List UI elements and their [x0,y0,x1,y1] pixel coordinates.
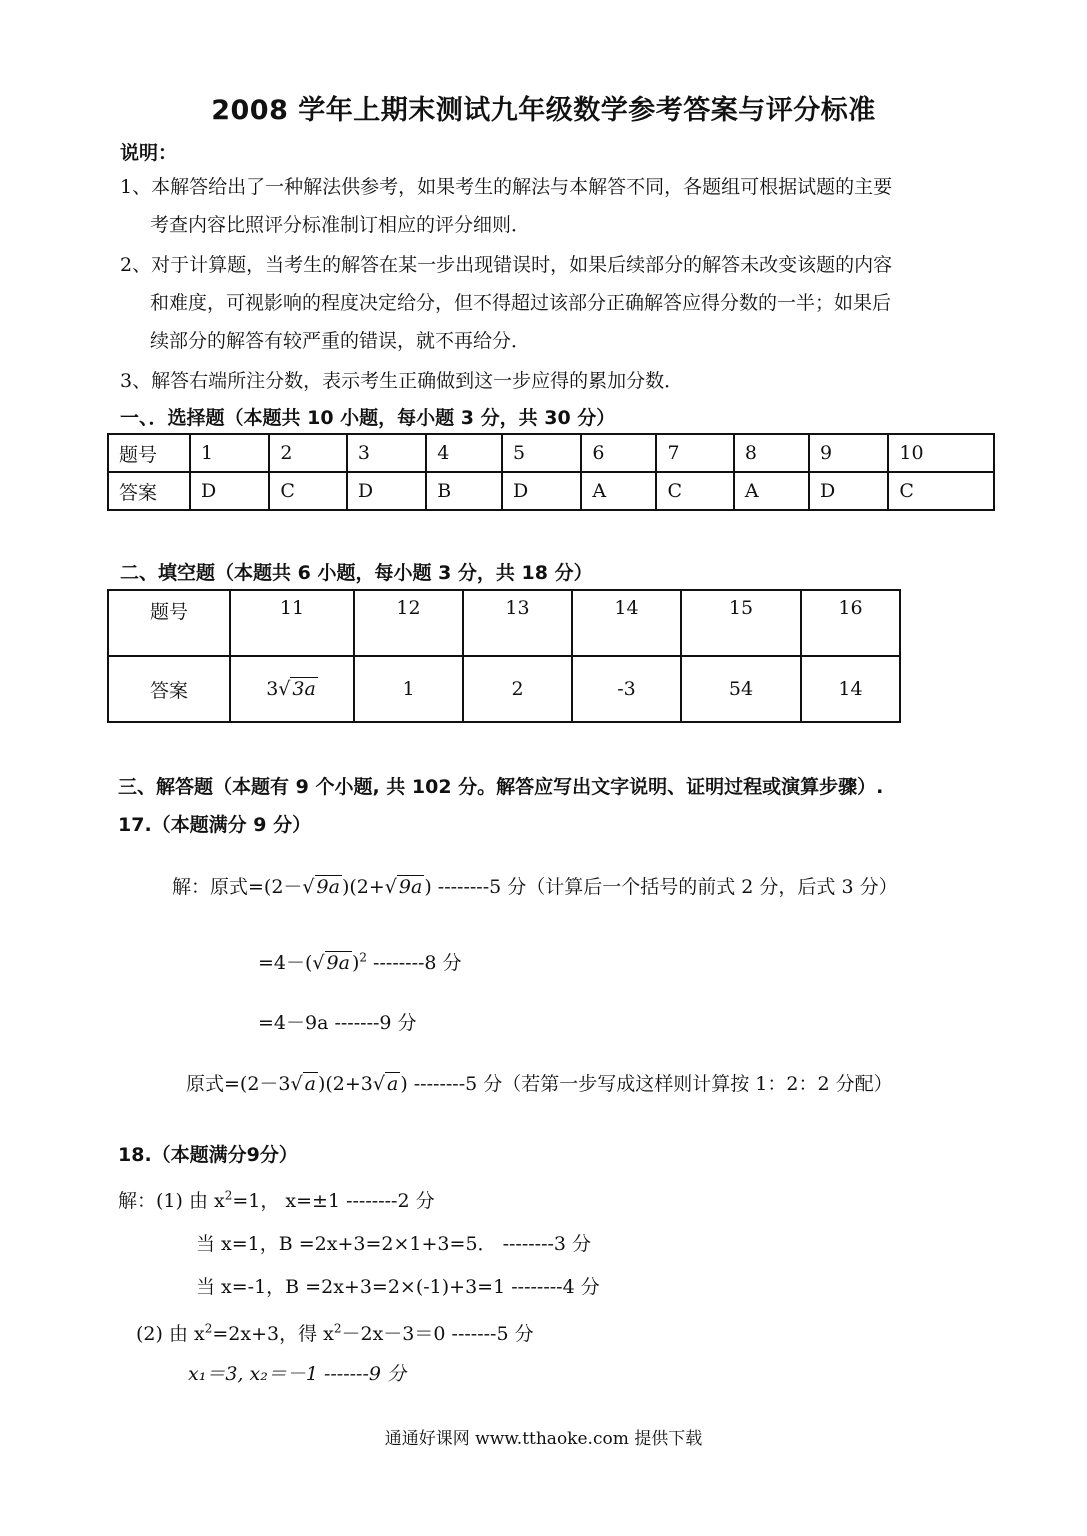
q17-l1-prefix: 解：原式=(2－ [172,876,303,898]
q17-l2-prefix: =4－( [258,952,313,974]
table-cell: 3 [347,434,426,472]
table-cell: C [656,472,733,510]
table-cell: D [502,472,581,510]
q17-line-4 [186,1069,893,1096]
table-cell: 10 [888,434,994,472]
note-2-line-2: 和难度，可视影响的程度决定给分，但不得超过该部分正确解答应得分数的一半；如果后 [150,292,892,314]
table-cell: D [809,472,888,510]
q17-l1-suffix: ) --------5 分（计算后一个括号的前式 2 分，后式 3 分） [424,876,898,898]
table-cell: 9 [809,434,888,472]
q17-l1-radicand-1: 9a [316,876,340,898]
table-cell: 15 [681,590,801,656]
q18-l1-a: 解：(1) 由 x [118,1190,225,1212]
table-row [108,590,900,656]
radical-icon: √ [384,876,397,898]
table-cell [230,656,354,722]
answer-11-coef: 3 [266,678,279,700]
table-cell: A [581,472,656,510]
section2-heading: 二、填空题（本题共 6 小题，每小题 3 分，共 18 分） [120,562,593,584]
table-cell: C [269,472,346,510]
table-cell: D [190,472,269,510]
table-cell: 16 [801,590,900,656]
q18-line-4 [136,1319,534,1346]
section3-heading: 三、解答题（本题有 9 个小题, 共 102 分。解答应写出文字说明、证明过程或演算步骤）. [118,776,884,798]
q17-line-1 [172,872,898,899]
q18-line-5: x₁＝3, x₂＝－1 -------9 分 [188,1363,407,1385]
table-cell: C [888,472,994,510]
q18-line-3: 当 x=-1，B =2x+3=2×(-1)+3=1 --------4 分 [196,1276,600,1298]
q17-l4-mid: )(2+3 [317,1073,373,1095]
q17-l2-radicand: 9a [326,952,350,974]
q18-l4-b: =2x+3，得 x [212,1323,334,1345]
q18-l1-exponent: 2 [224,1188,233,1203]
table-cell: B [426,472,502,510]
q17-line-3: =4－9a -------9 分 [258,1012,417,1034]
page-footer: 通通好课网 www.tthaoke.com 提供下载 [384,1429,703,1449]
notes-heading: 说明： [120,142,178,164]
note-2-line-1: 2、对于计算题，当考生的解答在某一步出现错误时，如果后续部分的解答未改变该题的内容 [120,254,893,276]
table-cell: -3 [572,656,681,722]
q17-l4-prefix: 原式=(2－3 [186,1073,291,1095]
q17-l2-exponent: 2 [359,950,368,965]
q18-l4-c: －2x－3＝0 -------5 分 [341,1323,534,1345]
q17-l1-mid: )(2+ [341,876,385,898]
table-cell: 7 [656,434,733,472]
note-1-line-2: 考查内容比照评分标准制订相应的评分细则． [150,214,531,236]
q18-l1-b: =1， x=±1 --------2 分 [232,1190,435,1212]
q18-l4-a: (2) 由 x [136,1323,205,1345]
note-1-line-1: 1、本解答给出了一种解法供参考，如果考生的解法与本解答不同，各题组可根据试题的主要 [120,176,893,198]
radical-icon: √ [372,1073,385,1095]
note-2-line-3: 续部分的解答有较严重的错误，就不再给分． [150,330,531,352]
table-cell: 题号 [108,434,190,472]
table-cell: 4 [426,434,502,472]
choice-answer-table [107,433,995,511]
table-cell: 5 [502,434,581,472]
table-row [108,434,994,472]
q18-line-1 [118,1186,435,1213]
q18-heading: 18.（本题满分9分） [118,1144,298,1166]
table-cell: 答案 [108,472,190,510]
table-cell: 54 [681,656,801,722]
table-cell: 答案 [108,656,230,722]
table-row [108,656,900,722]
q17-l4-radicand-1: a [304,1073,316,1095]
table-cell: D [347,472,426,510]
q17-l4-radicand-2: a [386,1073,399,1095]
radical-icon: √ [278,678,291,700]
table-cell: 12 [354,590,463,656]
answer-11-radicand: 3a [292,678,316,700]
radical-icon: √ [302,876,315,898]
q17-line-2 [258,948,462,975]
q17-heading: 17.（本题满分 9 分） [118,814,312,836]
table-cell: 13 [463,590,572,656]
q17-l2-suffix: ) [351,952,360,974]
table-cell: 14 [801,656,900,722]
page-title: 2008 学年上期末测试九年级数学参考答案与评分标准 [211,95,876,126]
radical-icon: √ [290,1073,303,1095]
table-cell: 题号 [108,590,230,656]
table-cell: A [734,472,809,510]
table-cell: 2 [463,656,572,722]
q18-l4-exponent-2: 2 [333,1321,342,1336]
q17-l2-score: --------8 分 [367,952,462,974]
q18-line-2: 当 x=1，B =2x+3=2×1+3=5． --------3 分 [196,1233,592,1255]
q18-l4-exponent-1: 2 [204,1321,213,1336]
table-cell: 14 [572,590,681,656]
fill-answer-table [107,589,901,723]
table-cell: 6 [581,434,656,472]
table-cell: 1 [354,656,463,722]
q17-l1-radicand-2: 9a [398,876,423,898]
table-cell: 11 [230,590,354,656]
table-row [108,472,994,510]
table-cell: 8 [734,434,809,472]
section1-heading: 一、．选择题（本题共 10 小题，每小题 3 分，共 30 分） [120,407,616,429]
q17-l4-suffix: ) --------5 分（若第一步写成这样则计算按 1：2：2 分配） [400,1073,893,1095]
radical-icon: √ [312,952,325,974]
note-3: 3、解答右端所注分数，表示考生正确做到这一步应得的累加分数． [120,370,684,392]
table-cell: 1 [190,434,269,472]
table-cell: 2 [269,434,346,472]
